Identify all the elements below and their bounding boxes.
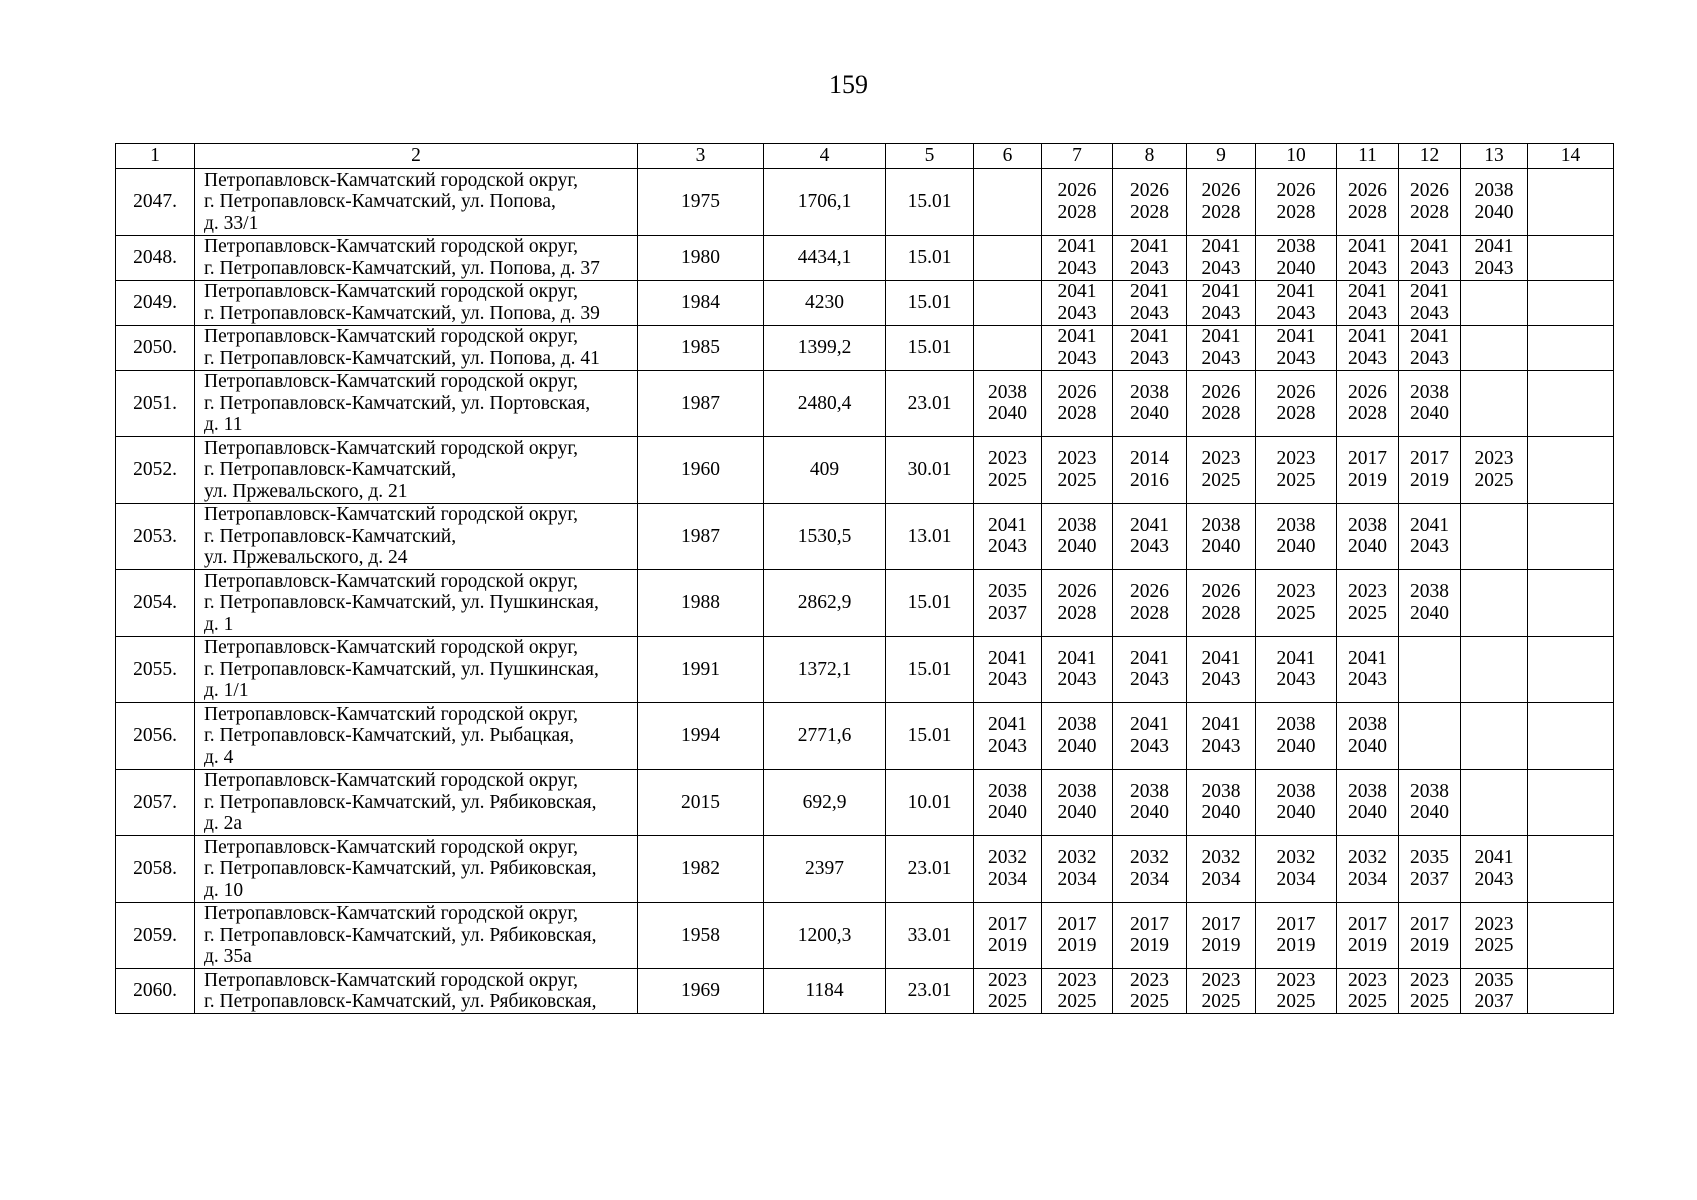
row-number-cell: 2048. [116,235,195,280]
address-cell: Петропавловск-Камчатский городской округ, г. Петропавловск-Камчатский, ул. Попова, д. 33/1 [195,169,638,236]
period-cell: 2023 2025 [1113,969,1187,1014]
period-cell: 2017 2019 [1187,902,1256,969]
period-cell: 2032 2034 [1187,836,1256,903]
period-cell: 2038 2040 [1113,769,1187,836]
address-cell: Петропавловск-Камчатский городской округ, г. Петропавловск-Камчатский, ул. Пржевальского, д. 21 [195,437,638,504]
construction-year-cell: 1987 [638,503,764,570]
area-cell: 1200,3 [764,902,886,969]
column-header: 11 [1337,144,1399,169]
period-cell: 2017 2019 [1337,902,1399,969]
code-cell: 15.01 [886,325,974,370]
code-cell: 15.01 [886,169,974,236]
code-cell: 33.01 [886,902,974,969]
construction-year-cell: 1982 [638,836,764,903]
area-cell: 2480,4 [764,370,886,437]
construction-year-cell: 1985 [638,325,764,370]
code-cell: 15.01 [886,280,974,325]
period-cell: 2041 2043 [1256,280,1337,325]
period-cell [1528,503,1614,570]
period-cell [1528,370,1614,437]
period-cell: 2041 2043 [974,703,1042,770]
area-cell: 1372,1 [764,636,886,703]
period-cell [1399,636,1461,703]
period-cell: 2041 2043 [1337,235,1399,280]
table-row [116,769,1614,836]
period-cell: 2014 2016 [1113,437,1187,504]
period-cell: 2038 2040 [1187,769,1256,836]
period-cell [1399,703,1461,770]
area-cell: 692,9 [764,769,886,836]
period-cell: 2038 2040 [1256,235,1337,280]
period-cell: 2041 2043 [1337,636,1399,703]
column-header: 4 [764,144,886,169]
column-header: 13 [1461,144,1528,169]
period-cell: 2041 2043 [1113,636,1187,703]
row-number-cell: 2051. [116,370,195,437]
table-row [116,325,1614,370]
period-cell: 2023 2025 [1042,969,1113,1014]
period-cell: 2041 2043 [1042,636,1113,703]
period-cell: 2041 2043 [1399,235,1461,280]
period-cell [1528,169,1614,236]
period-cell [1461,325,1528,370]
code-cell: 15.01 [886,703,974,770]
period-cell: 2017 2019 [1399,902,1461,969]
period-cell: 2026 2028 [1042,570,1113,637]
table-row [116,902,1614,969]
table-row [116,503,1614,570]
period-cell: 2038 2040 [1042,503,1113,570]
row-number-cell: 2049. [116,280,195,325]
period-cell: 2026 2028 [1042,370,1113,437]
period-cell: 2026 2028 [1187,570,1256,637]
construction-year-cell: 1980 [638,235,764,280]
code-cell: 23.01 [886,969,974,1014]
period-cell [1528,437,1614,504]
period-cell: 2032 2034 [1042,836,1113,903]
row-number-cell: 2058. [116,836,195,903]
address-cell: Петропавловск-Камчатский городской округ, г. Петропавловск-Камчатский, ул. Пушкинская, д. 1 [195,570,638,637]
area-cell: 1184 [764,969,886,1014]
period-cell: 2038 2040 [1256,769,1337,836]
period-cell: 2026 2028 [1256,370,1337,437]
period-cell [1461,280,1528,325]
period-cell [974,235,1042,280]
period-cell: 2041 2043 [1113,503,1187,570]
period-cell: 2038 2040 [1042,703,1113,770]
address-cell: Петропавловск-Камчатский городской округ, г. Петропавловск-Камчатский, ул. Рябиковская, [195,969,638,1014]
address-cell: Петропавловск-Камчатский городской округ, г. Петропавловск-Камчатский, ул. Рябиковская, д. 35а [195,902,638,969]
period-cell: 2041 2043 [1113,325,1187,370]
period-cell: 2026 2028 [1042,169,1113,236]
period-cell [1528,969,1614,1014]
period-cell: 2041 2043 [1187,235,1256,280]
area-cell: 1530,5 [764,503,886,570]
address-cell: Петропавловск-Камчатский городской округ, г. Петропавловск-Камчатский, ул. Пржевальского, д. 24 [195,503,638,570]
period-cell: 2041 2043 [1187,636,1256,703]
period-cell: 2041 2043 [1399,280,1461,325]
period-cell [1528,280,1614,325]
column-header: 10 [1256,144,1337,169]
construction-year-cell: 2015 [638,769,764,836]
period-cell [1461,370,1528,437]
row-number-cell: 2056. [116,703,195,770]
area-cell: 4434,1 [764,235,886,280]
column-header: 6 [974,144,1042,169]
area-cell: 1399,2 [764,325,886,370]
period-cell: 2035 2037 [1461,969,1528,1014]
period-cell [1528,703,1614,770]
period-cell [1528,636,1614,703]
period-cell: 2023 2025 [1337,570,1399,637]
table-row [116,703,1614,770]
period-cell: 2038 2040 [1042,769,1113,836]
period-cell [1461,570,1528,637]
address-cell: Петропавловск-Камчатский городской округ, г. Петропавловск-Камчатский, ул. Попова, д. 41 [195,325,638,370]
row-number-cell: 2059. [116,902,195,969]
period-cell: 2035 2037 [974,570,1042,637]
table-row [116,570,1614,637]
table-row [116,370,1614,437]
period-cell [1528,235,1614,280]
period-cell: 2023 2025 [974,437,1042,504]
period-cell [974,280,1042,325]
row-number-cell: 2057. [116,769,195,836]
period-cell: 2023 2025 [1256,437,1337,504]
column-header: 14 [1528,144,1614,169]
address-cell: Петропавловск-Камчатский городской округ, г. Петропавловск-Камчатский, ул. Попова, д. 37 [195,235,638,280]
period-cell [1528,570,1614,637]
period-cell: 2041 2043 [974,503,1042,570]
period-cell: 2026 2028 [1113,570,1187,637]
period-cell: 2041 2043 [1042,280,1113,325]
address-cell: Петропавловск-Камчатский городской округ, г. Петропавловск-Камчатский, ул. Рябиковская, д. 10 [195,836,638,903]
period-cell: 2038 2040 [1187,503,1256,570]
period-cell: 2026 2028 [1337,169,1399,236]
address-cell: Петропавловск-Камчатский городской округ, г. Петропавловск-Камчатский, ул. Рыбацкая, д. 4 [195,703,638,770]
table-row [116,836,1614,903]
period-cell: 2038 2040 [1256,503,1337,570]
period-cell: 2041 2043 [1187,280,1256,325]
period-cell: 2017 2019 [1113,902,1187,969]
period-cell: 2017 2019 [1256,902,1337,969]
area-cell: 1706,1 [764,169,886,236]
period-cell: 2032 2034 [1113,836,1187,903]
period-cell: 2017 2019 [1399,437,1461,504]
column-header: 9 [1187,144,1256,169]
table-row [116,969,1614,1014]
period-cell: 2038 2040 [1337,503,1399,570]
address-cell: Петропавловск-Камчатский городской округ, г. Петропавловск-Камчатский, ул. Рябиковская, д. 2а [195,769,638,836]
period-cell: 2041 2043 [1042,325,1113,370]
period-cell: 2026 2028 [1187,370,1256,437]
row-number-cell: 2055. [116,636,195,703]
period-cell: 2023 2025 [1256,969,1337,1014]
period-cell: 2026 2028 [1113,169,1187,236]
period-cell [974,325,1042,370]
code-cell: 10.01 [886,769,974,836]
table-row [116,280,1614,325]
period-cell: 2038 2040 [974,769,1042,836]
row-number-cell: 2050. [116,325,195,370]
period-cell: 2038 2040 [1399,370,1461,437]
period-cell: 2041 2043 [1461,836,1528,903]
period-cell: 2032 2034 [974,836,1042,903]
period-cell: 2023 2025 [1399,969,1461,1014]
code-cell: 13.01 [886,503,974,570]
period-cell: 2041 2043 [1187,703,1256,770]
period-cell [1461,503,1528,570]
code-cell: 15.01 [886,636,974,703]
period-cell [1461,769,1528,836]
address-cell: Петропавловск-Камчатский городской округ, г. Петропавловск-Камчатский, ул. Пушкинская, д. 1/1 [195,636,638,703]
address-cell: Петропавловск-Камчатский городской округ, г. Петропавловск-Камчатский, ул. Портовская, д. 11 [195,370,638,437]
header-row [116,144,1614,169]
construction-year-cell: 1987 [638,370,764,437]
period-cell: 2026 2028 [1399,169,1461,236]
period-cell: 2041 2043 [1256,636,1337,703]
housing-registry-table [115,143,1614,1014]
area-cell: 2397 [764,836,886,903]
period-cell: 2041 2043 [1337,325,1399,370]
area-cell: 4230 [764,280,886,325]
period-cell: 2032 2034 [1337,836,1399,903]
construction-year-cell: 1984 [638,280,764,325]
period-cell: 2041 2043 [1399,503,1461,570]
period-cell: 2023 2025 [1461,437,1528,504]
period-cell: 2041 2043 [1256,325,1337,370]
row-number-cell: 2053. [116,503,195,570]
column-header: 12 [1399,144,1461,169]
column-header: 5 [886,144,974,169]
period-cell [1528,769,1614,836]
period-cell: 2017 2019 [1337,437,1399,504]
period-cell: 2038 2040 [1113,370,1187,437]
period-cell: 2038 2040 [1461,169,1528,236]
period-cell: 2023 2025 [1461,902,1528,969]
period-cell [1528,902,1614,969]
period-cell: 2038 2040 [1399,570,1461,637]
column-header: 8 [1113,144,1187,169]
construction-year-cell: 1975 [638,169,764,236]
period-cell: 2038 2040 [1256,703,1337,770]
period-cell: 2032 2034 [1256,836,1337,903]
construction-year-cell: 1960 [638,437,764,504]
period-cell: 2041 2043 [1113,280,1187,325]
period-cell: 2041 2043 [1399,325,1461,370]
column-header: 7 [1042,144,1113,169]
construction-year-cell: 1991 [638,636,764,703]
construction-year-cell: 1994 [638,703,764,770]
code-cell: 23.01 [886,370,974,437]
period-cell: 2041 2043 [1113,703,1187,770]
table-row [116,169,1614,236]
area-cell: 2771,6 [764,703,886,770]
period-cell: 2023 2025 [1187,437,1256,504]
period-cell: 2041 2043 [1337,280,1399,325]
code-cell: 30.01 [886,437,974,504]
period-cell: 2041 2043 [1113,235,1187,280]
column-header: 3 [638,144,764,169]
table-row [116,437,1614,504]
period-cell: 2023 2025 [974,969,1042,1014]
row-number-cell: 2060. [116,969,195,1014]
construction-year-cell: 1969 [638,969,764,1014]
period-cell: 2017 2019 [974,902,1042,969]
column-header: 1 [116,144,195,169]
row-number-cell: 2054. [116,570,195,637]
period-cell: 2023 2025 [1337,969,1399,1014]
period-cell [1461,636,1528,703]
period-cell: 2026 2028 [1256,169,1337,236]
period-cell [1528,836,1614,903]
period-cell [974,169,1042,236]
period-cell: 2038 2040 [974,370,1042,437]
period-cell: 2017 2019 [1042,902,1113,969]
period-cell [1461,703,1528,770]
period-cell: 2041 2043 [1187,325,1256,370]
period-cell: 2023 2025 [1256,570,1337,637]
code-cell: 15.01 [886,235,974,280]
period-cell [1528,325,1614,370]
period-cell: 2041 2043 [1461,235,1528,280]
period-cell: 2041 2043 [1042,235,1113,280]
period-cell: 2041 2043 [974,636,1042,703]
period-cell: 2038 2040 [1399,769,1461,836]
address-cell: Петропавловск-Камчатский городской округ, г. Петропавловск-Камчатский, ул. Попова, д. 39 [195,280,638,325]
table-row [116,636,1614,703]
period-cell: 2026 2028 [1337,370,1399,437]
code-cell: 23.01 [886,836,974,903]
area-cell: 2862,9 [764,570,886,637]
construction-year-cell: 1988 [638,570,764,637]
column-header: 2 [195,144,638,169]
period-cell: 2038 2040 [1337,703,1399,770]
table-row [116,235,1614,280]
construction-year-cell: 1958 [638,902,764,969]
row-number-cell: 2047. [116,169,195,236]
period-cell: 2023 2025 [1042,437,1113,504]
period-cell: 2038 2040 [1337,769,1399,836]
period-cell: 2023 2025 [1187,969,1256,1014]
table-body [116,144,1614,1014]
period-cell: 2035 2037 [1399,836,1461,903]
row-number-cell: 2052. [116,437,195,504]
period-cell: 2026 2028 [1187,169,1256,236]
page-number: 159 [829,70,868,99]
area-cell: 409 [764,437,886,504]
code-cell: 15.01 [886,570,974,637]
